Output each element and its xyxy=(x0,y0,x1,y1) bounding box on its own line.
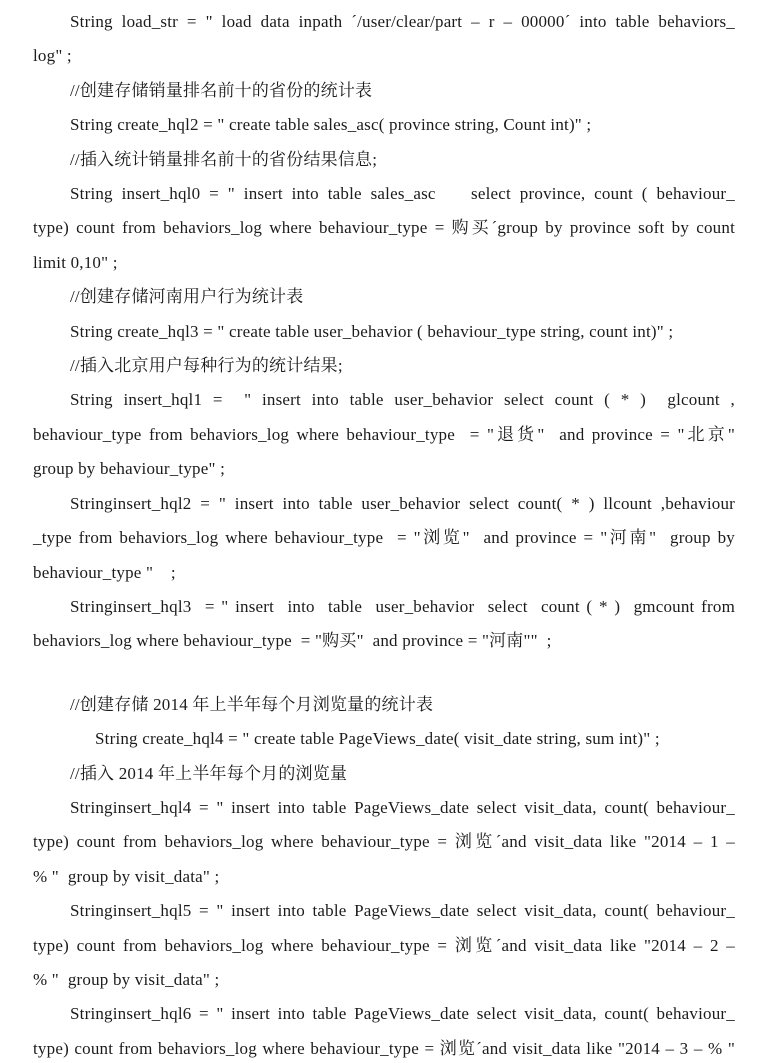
code-line: String insert_hql1 = " insert into table user_behavior select count ( * ) glcount , xyxy=(70,390,735,410)
code-line: limit 0,10" ; xyxy=(33,252,118,272)
code-line: % " group by visit_data" ; xyxy=(33,866,220,886)
code-line: Stringinsert_hql6 = " insert into table PageViews_date select visit_data, count( behaviour_ xyxy=(70,1004,735,1024)
code-line: type) count from behaviors_log where behaviour_type = 浏览´and visit_data like "2014 – 2 – xyxy=(33,935,735,955)
code-line: Stringinsert_hql2 = " insert into table user_behavior select count( * ) llcount ,behaviour xyxy=(70,493,735,513)
comment-line: //插入北京用户每种行为的统计结果; xyxy=(70,356,343,376)
code-line: String load_str = " load data inpath ´/user/clear/part – r – 00000´ into table behaviors_ xyxy=(70,12,735,31)
code-line: behaviour_type from behaviors_log where behaviour_type = "退货" and province = "北京" xyxy=(33,424,735,444)
code-line: Stringinsert_hql4 = " insert into table PageViews_date select visit_data, count( behaviour_ xyxy=(70,797,735,817)
code-line: Stringinsert_hql5 = " insert into table PageViews_date select visit_data, count( behaviour_ xyxy=(70,901,735,921)
code-listing xyxy=(33,5,735,1063)
code-line: behaviors_log where behaviour_type = "购买" and province = "河南"" ; xyxy=(33,631,552,651)
code-line: String insert_hql0 = " insert into table sales_asc select province, count ( behaviour_ xyxy=(70,184,735,204)
code-line: _type from behaviors_log where behaviour_type = "浏览" and province = "河南" group by xyxy=(33,528,735,548)
code-line: % " group by visit_data" ; xyxy=(33,969,220,989)
comment-line: //插入统计销量排名前十的省份结果信息; xyxy=(70,149,378,169)
code-line: String create_hql2 = " create table sales_asc( province string, Count int)" ; xyxy=(70,115,592,135)
code-line: String create_hql4 = " create table PageViews_date( visit_date string, sum int)" ; xyxy=(95,729,660,749)
code-line: type) count from behaviors_log where behaviour_type = 浏览´and visit_data like "2014 – 3 – % " xyxy=(33,1038,735,1058)
code-line: type) count from behaviors_log where behaviour_type = 购买´group by province soft by count xyxy=(33,218,735,238)
comment-line: //插入 2014 年上半年每个月的浏览量 xyxy=(70,763,348,783)
code-line: behaviour_type " ; xyxy=(33,562,176,582)
comment-line: //创建存储销量排名前十的省份的统计表 xyxy=(70,80,373,100)
code-line: group by behaviour_type" ; xyxy=(33,459,226,479)
code-line: log" ; xyxy=(33,46,72,66)
code-line: Stringinsert_hql3 = " insert into table user_behavior select count ( * ) gmcount from xyxy=(70,596,735,616)
comment-line: //创建存储 2014 年上半年每个月浏览量的统计表 xyxy=(70,694,434,714)
code-line: type) count from behaviors_log where behaviour_type = 浏览´and visit_data like "2014 – 1 – xyxy=(33,832,735,852)
code-line: String create_hql3 = " create table user_behavior ( behaviour_type string, count int)" ; xyxy=(70,321,674,341)
comment-line: //创建存储河南用户行为统计表 xyxy=(70,287,304,307)
